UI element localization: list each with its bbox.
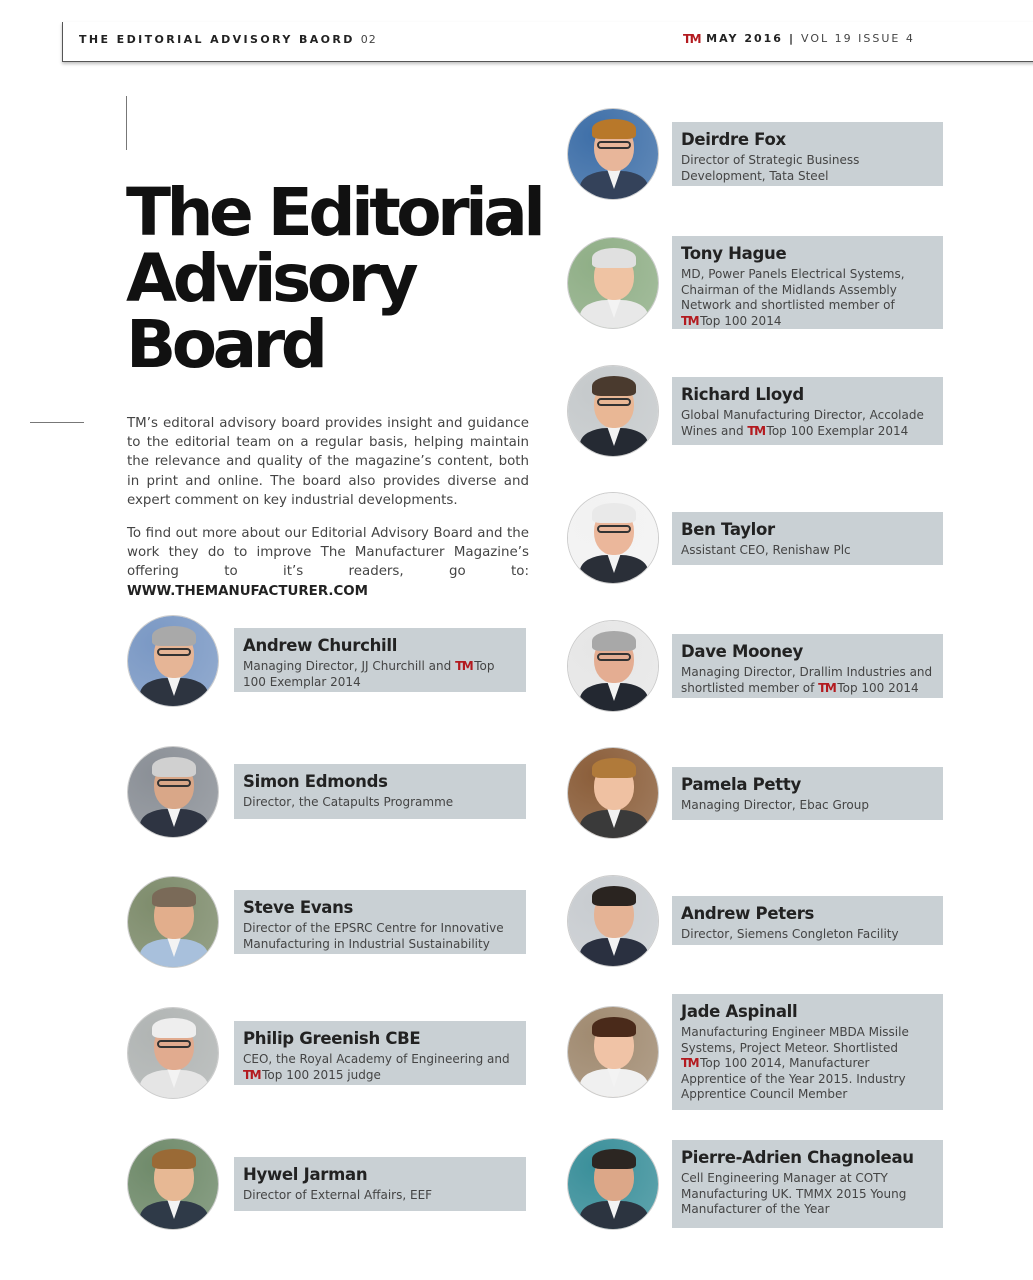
member-role-text: CEO, the Royal Academy of Engineering and [243,1052,510,1066]
member-role-text: Director of External Affairs, EEF [243,1188,433,1202]
member-photo [567,492,659,584]
member-role [243,659,517,690]
member-role [243,921,517,952]
tm-logo-icon: TM [681,313,699,328]
member-photo [127,876,219,968]
intro-paragraph-1: TM’s editoral advisory board provides insight and guidance to the editorial team on a regular basis, helping maintain the relevance and quality of the magazine’s content, both in print and online. The board also provides diverse and expert comment on key industrial developments. [127,416,529,508]
member-name: Philip Greenish CBE [243,1029,421,1048]
member-card [672,1140,943,1228]
member-name: Dave Mooney [681,642,804,661]
member-name: Pamela Petty [681,775,801,794]
member-card [672,767,943,820]
section-title: THE EDITORIAL ADVISORY BAORD [79,33,355,46]
header-section-title [79,33,377,46]
member-name: Ben Taylor [681,520,775,539]
tm-logo-icon: TM [681,1056,699,1071]
member-role [681,408,934,439]
member-name: Tony Hague [681,244,787,263]
member-card [672,512,943,565]
member-name: Hywel Jarman [243,1165,368,1184]
title-line-1: The Editorial [126,174,542,251]
tm-logo-icon: TM [818,680,836,695]
member-name: Deirdre Fox [681,130,786,149]
member-role-suffix: Top 100 Exemplar 2014 [243,659,495,689]
member-role [681,267,934,329]
member-role-text: Managing Director, Drallim Industries and shortlisted member of [681,665,933,695]
member-photo [567,620,659,712]
member-role [681,543,934,559]
member-role [243,1188,517,1204]
member-role-text: Global Manufacturing Director, Accolade Wines and [681,408,924,438]
member-card [234,628,526,692]
member-photo [567,1138,659,1230]
member-photo [127,615,219,707]
member-role [681,153,934,184]
member-role-text: Director of the EPSRC Centre for Innovative Manufacturing in Industrial Sustainability [243,921,504,951]
member-role [681,665,934,696]
member-name: Jade Aspinall [681,1002,798,1021]
member-card [672,377,943,445]
page-title [126,174,546,383]
vertical-divider [126,96,127,150]
member-photo [127,1138,219,1230]
member-name: Andrew Churchill [243,636,398,655]
member-name: Simon Edmonds [243,772,388,791]
member-card [672,122,943,186]
member-role-text: Assistant CEO, Renishaw Plc [681,543,851,557]
website-link[interactable]: WWW.THEMANUFACTURER.COM [127,583,369,599]
tm-logo-icon: TM [747,423,765,438]
member-role-suffix: Top 100 2014, Manufacturer Apprentice of the Year 2015. Industry Apprentice Council Member [681,1056,906,1102]
intro-paragraph-2-text: To find out more about our Editorial Advisory Board and the work they do to improve The Manufacturer Magazine’s offering to it’s readers, go to: [127,526,529,580]
member-role-suffix: Top 100 2015 judge [262,1067,381,1082]
member-role-suffix: Top 100 2014 [837,680,919,695]
member-photo [567,365,659,457]
member-name: Andrew Peters [681,904,815,923]
member-photo [567,747,659,839]
member-photo [567,237,659,329]
member-role [243,795,517,811]
issue-volume: VOL 19 ISSUE 4 [801,32,915,45]
member-card [672,634,943,698]
title-line-2: Advisory [126,240,415,317]
member-photo [567,1006,659,1098]
member-role-text: Director, the Catapults Programme [243,795,454,809]
member-role-text: Cell Engineering Manager at COTY Manufacturing UK. TMMX 2015 Young Manufacturer of the Year [681,1171,907,1217]
member-role [681,1025,934,1103]
member-role [681,798,934,814]
member-name: Richard Lloyd [681,385,804,404]
member-role-text: Manufacturing Engineer MBDA Missile Systems, Project Meteor. Shortlisted [681,1025,909,1055]
member-photo [567,875,659,967]
member-card [672,896,943,945]
member-role-text: Managing Director, Ebac Group [681,798,869,812]
member-card [234,1021,526,1085]
member-photo [127,746,219,838]
member-card [234,890,526,954]
member-role-text: Director, Siemens Congleton Facility [681,927,899,941]
horizontal-divider [30,422,84,423]
member-role [243,1052,517,1083]
member-role-suffix: Top 100 Exemplar 2014 [766,423,909,438]
member-role-suffix: Top 100 2014 [700,313,782,328]
member-role [681,927,934,943]
member-role [681,1171,934,1218]
tm-logo-icon: TM [683,31,701,46]
page-number: 02 [360,33,377,46]
title-line-3: Board [126,306,324,383]
issue-date: MAY 2016 [706,32,783,45]
header-issue-info [683,32,915,45]
member-name: Pierre-Adrien Chagnoleau [681,1148,914,1167]
member-role-text: MD, Power Panels Electrical Systems, Chairman of the Midlands Assembly Network and shortlisted member of [681,267,905,313]
member-name: Steve Evans [243,898,354,917]
tm-logo-icon: TM [243,1067,261,1082]
tm-logo-icon: TM [455,659,473,673]
member-photo [567,108,659,200]
member-card [672,236,943,329]
member-card [672,994,943,1110]
header-separator: | [788,32,795,45]
member-role-text: Managing Director, JJ Churchill and [243,659,456,673]
intro-paragraph-2 [127,524,529,601]
page-header [62,22,1033,62]
member-card [234,764,526,819]
member-photo [127,1007,219,1099]
member-card [234,1157,526,1211]
member-role-text: Director of Strategic Business Development, Tata Steel [681,153,860,183]
